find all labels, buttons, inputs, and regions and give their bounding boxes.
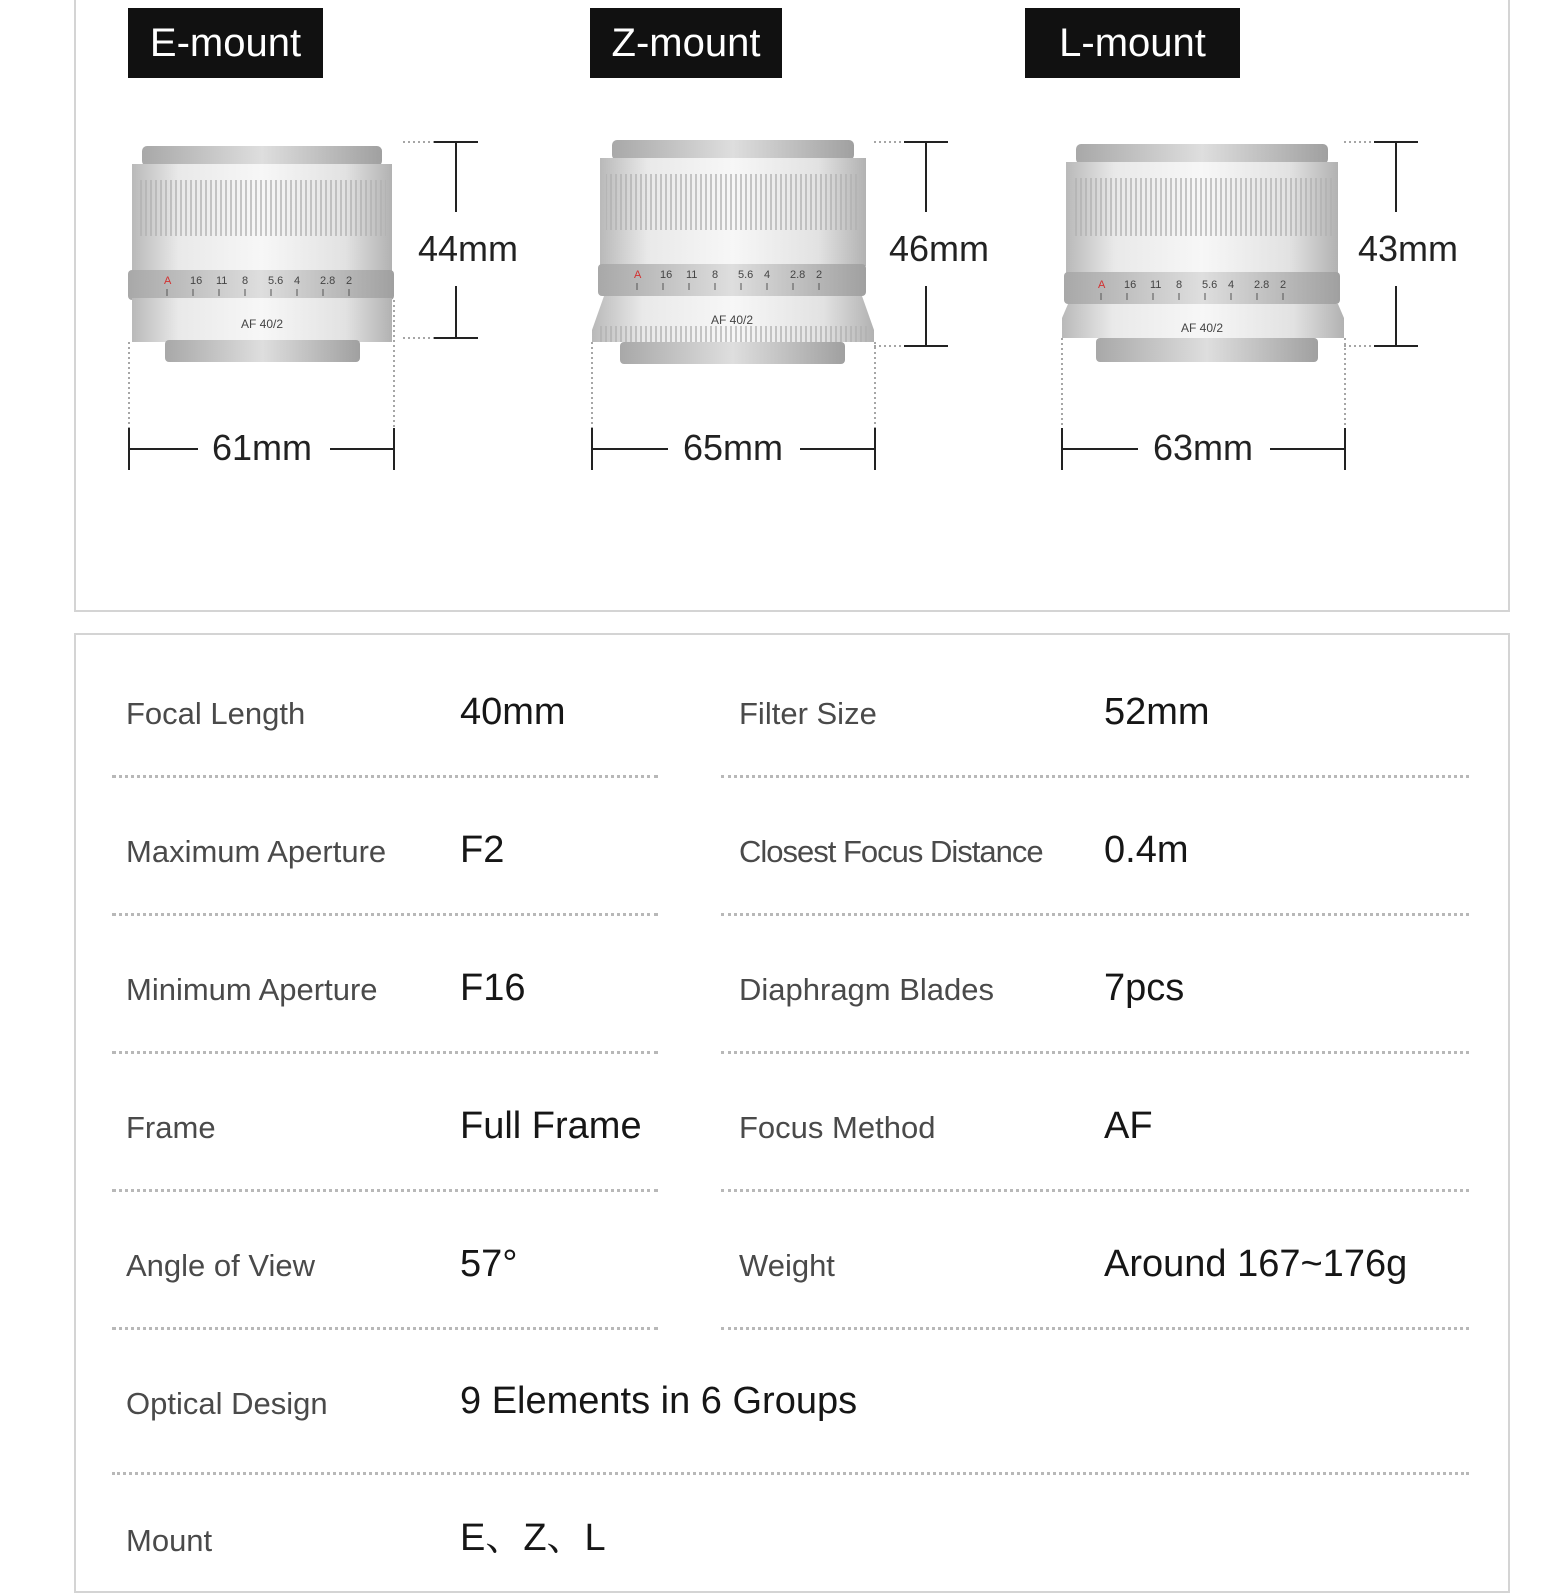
maximum-aperture-value: F2 xyxy=(460,829,505,871)
row-divider xyxy=(112,1327,658,1330)
row-divider xyxy=(721,1327,1469,1330)
focus-method-value: AF xyxy=(1104,1105,1153,1147)
closest-focus-value: 0.4m xyxy=(1104,829,1189,871)
e-aperture-mark: 4 xyxy=(294,275,301,287)
mount-value: E、Z、L xyxy=(460,1517,606,1559)
z-aperture-mark: 8 xyxy=(712,269,719,281)
row-divider xyxy=(721,1189,1469,1192)
l-lens-front-rim xyxy=(1076,144,1328,164)
e-aperture-mark: 8 xyxy=(242,275,249,287)
e-width-label: 61mm xyxy=(212,427,313,468)
z-aperture-mark: 2 xyxy=(816,269,823,281)
z-aperture-mark: 4 xyxy=(764,269,771,281)
e-aperture-mark: 5.6 xyxy=(268,275,284,287)
maximum-aperture-label: Maximum Aperture xyxy=(126,834,387,869)
z-mount-label: Z-mount xyxy=(590,8,782,78)
l-aperture-mark: 2.8 xyxy=(1254,279,1270,291)
z-aperture-mark: 11 xyxy=(686,269,698,281)
l-lens-model-text: AF 40/2 xyxy=(1180,321,1224,335)
e-mount-lens xyxy=(128,146,394,362)
z-lens-knurl xyxy=(606,174,860,230)
l-mount-label: L-mount xyxy=(1025,8,1240,78)
row-divider xyxy=(112,1472,1469,1475)
z-aperture-mark: 16 xyxy=(660,269,673,281)
diaphragm-blades-value: 7pcs xyxy=(1104,967,1185,1009)
frame-label: Frame xyxy=(126,1110,216,1145)
z-lens-mount-flange xyxy=(620,342,845,364)
row-divider xyxy=(112,913,658,916)
frame-value: Full Frame xyxy=(460,1105,642,1147)
z-width-label: 65mm xyxy=(683,427,784,468)
e-lens-model-text: AF 40/2 xyxy=(240,317,284,331)
z-lens-front-rim xyxy=(612,140,854,160)
mount-label: Mount xyxy=(126,1523,213,1558)
z-aperture-mark: 5.6 xyxy=(738,269,754,281)
l-aperture-mark: 4 xyxy=(1228,279,1235,291)
l-aperture-mark: 16 xyxy=(1124,279,1137,291)
z-height-label: 46mm xyxy=(889,228,990,269)
e-aperture-mark: 2.8 xyxy=(320,275,336,287)
l-aperture-mark: A xyxy=(1098,279,1106,291)
optical-design-value: 9 Elements in 6 Groups xyxy=(460,1380,858,1422)
focal-length-label: Focal Length xyxy=(126,696,306,731)
row-divider xyxy=(112,1189,658,1192)
l-aperture-mark: 11 xyxy=(1150,279,1162,291)
filter-size-value: 52mm xyxy=(1104,691,1210,733)
l-mount-lens xyxy=(1062,144,1344,362)
e-height-label: 44mm xyxy=(418,228,519,269)
row-divider xyxy=(721,775,1469,778)
l-aperture-mark: 2 xyxy=(1280,279,1287,291)
e-aperture-mark: 11 xyxy=(216,275,228,287)
diaphragm-blades-label: Diaphragm Blades xyxy=(739,972,995,1007)
l-lens-knurl xyxy=(1072,178,1332,236)
focus-method-label: Focus Method xyxy=(739,1110,936,1145)
focal-length-value: 40mm xyxy=(460,691,566,733)
z-aperture-mark: A xyxy=(634,269,642,281)
z-lens-rear-knurl xyxy=(598,326,868,342)
e-aperture-mark: A xyxy=(164,275,172,287)
l-width-label: 63mm xyxy=(1153,427,1254,468)
e-mount-label: E-mount xyxy=(128,8,323,78)
z-mount-lens xyxy=(592,140,874,364)
e-lens-mount-flange xyxy=(165,340,360,362)
e-aperture-mark: 2 xyxy=(346,275,353,287)
row-divider xyxy=(112,1051,658,1054)
row-divider xyxy=(112,775,658,778)
z-lens-model-text: AF 40/2 xyxy=(710,313,754,327)
lens-illustrations xyxy=(0,0,1568,560)
l-aperture-mark: 8 xyxy=(1176,279,1183,291)
weight-value: Around 167~176g xyxy=(1104,1243,1408,1285)
optical-design-label: Optical Design xyxy=(126,1386,328,1421)
row-divider xyxy=(721,913,1469,916)
l-lens-mount-flange xyxy=(1096,338,1318,362)
filter-size-label: Filter Size xyxy=(739,696,877,731)
minimum-aperture-label: Minimum Aperture xyxy=(126,972,378,1007)
angle-of-view-label: Angle of View xyxy=(126,1248,315,1283)
l-height-label: 43mm xyxy=(1358,228,1459,269)
weight-label: Weight xyxy=(739,1248,835,1283)
l-aperture-mark: 5.6 xyxy=(1202,279,1218,291)
minimum-aperture-value: F16 xyxy=(460,967,526,1009)
angle-of-view-value: 57° xyxy=(460,1243,518,1285)
row-divider xyxy=(721,1051,1469,1054)
z-aperture-mark: 2.8 xyxy=(790,269,806,281)
closest-focus-label: Closest Focus Distance xyxy=(739,834,1043,869)
e-aperture-mark: 16 xyxy=(190,275,203,287)
e-lens-front-rim xyxy=(142,146,382,166)
e-lens-knurl xyxy=(138,180,386,236)
